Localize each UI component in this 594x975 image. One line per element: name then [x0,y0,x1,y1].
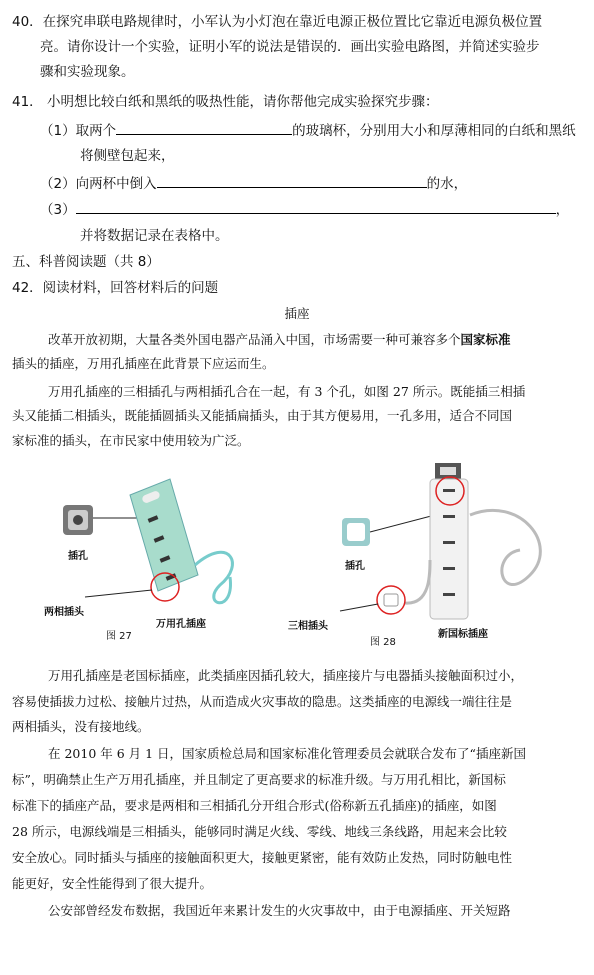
q41-step1-lead: （1）取两个 [40,123,117,139]
para4-line2: 标”，明确禁止生产万用孔插座，并且制定了更高要求的标准升级。与万用孔相比，新国标 [12,772,506,787]
q41-step1-cont: 将侧壁包起来， [80,148,175,164]
fig28-socket-label: 插孔 [345,561,365,572]
q41-step1 [40,120,576,141]
para4-line3: 标准下的插座产品，要求是两相和三相插孔分开组合形式(俗称新五孔插座)的插座，如图 [12,798,497,813]
figure-28 [280,455,580,650]
universal-socket-illustration [30,465,260,645]
para3-line2: 容易使插拔力过松、接触片过热，从而造成火灾事故的隐患。这类插座的电源线一端往往是 [12,694,513,709]
q42-line1: 42．阅读材料，回答材料后的问题 [12,280,219,296]
q41-step2-lead: （2）向两杯中倒入 [40,176,157,192]
q41-step3-cont: 并将数据记录在表格中。 [80,228,229,244]
answer-blank-3[interactable] [76,199,556,214]
para3-line3: 两相插头，没有接地线。 [12,719,150,734]
para4-line5: 安全放心。同时插头与插座的接触面积更大，接触更紧密，能有效防止发热，同时防触电性 [12,850,513,865]
fig27-name: 万用孔插座 [156,619,206,630]
q41-step2-tail: 的水， [426,176,468,192]
fig28-name: 新国标插座 [438,629,488,640]
answer-blank-1[interactable] [116,120,292,135]
fig27-socket-label: 插孔 [68,551,88,562]
answer-blank-2[interactable] [157,173,427,188]
q41-step3-tail: ， [555,202,570,218]
fig28-plug-label: 三相插头 [288,621,328,632]
figure-27 [30,465,260,645]
para1-line1-text: 改革开放初期，大量各类外国电器产品涌入中国，市场需要一种可兼容多个 [48,332,461,347]
q40-line1: 40．在探究串联电路规律时，小军认为小灯泡在靠近电源正极位置比它靠近电源负极位置 [12,14,543,30]
fig28-caption: 图 28 [370,637,396,648]
fig27-plug-label: 两相插头 [44,607,84,618]
q41-step3-lead: （3） [40,202,76,218]
para4-line1: 在 2010 年 6 月 1 日，国家质检总局和国家标准化管理委员会就联合发布了“插座新国 [48,746,526,761]
para3-line1: 万用孔插座是老国标插座，此类插座因插孔较大，插座接片与电器插头接触面积过小， [48,668,524,683]
q41-line1: 41． 小明想比较白纸和黑纸的吸热性能，请你帮他完成实验探究步骤： [12,94,439,110]
para1-line1 [48,331,511,349]
para1-emphasis: 国家标准 [460,332,511,347]
q41-step1-tail: 的玻璃杯，分别用大小和厚薄相同的白纸和黑纸 [292,123,576,139]
q40-line3: 骤和实验现象。 [40,64,135,80]
para1-line2: 插头的插座，万用孔插座在此背景下应运而生。 [12,356,275,371]
section-heading: 五、科普阅读题（共 8） [12,254,160,270]
para4-line4: 28 所示，电源线端是三相插头，能够同时满足火线、零线、地线三条线路，用起来会比较 [12,824,507,839]
para2-line2: 头又能插二相插头，既能插圆插头又能插扁插头，由于其方便易用，一孔多用，适合不同国 [12,408,513,423]
para2-line3: 家标准的插头，在市民家中使用较为广泛。 [12,433,250,448]
article-title: 插座 [284,306,310,321]
fig27-caption: 图 27 [106,631,132,642]
q41-step2 [40,173,467,194]
para5-line1: 公安部曾经发布数据，我国近年来累计发生的火灾事故中，由于电源插座、开关短路 [48,903,511,918]
q41-step3 [40,199,569,220]
para2-line1: 万用孔插座的三相插孔与两相插孔合在一起，有 3 个孔，如图 27 所示。既能插三相插 [48,384,526,399]
q40-line2: 亮。请你设计一个实验，证明小军的说法是错误的．画出实验电路图，并简述实验步 [40,39,540,55]
para4-line6: 能更好，安全性能得到了很大提升。 [12,876,213,891]
